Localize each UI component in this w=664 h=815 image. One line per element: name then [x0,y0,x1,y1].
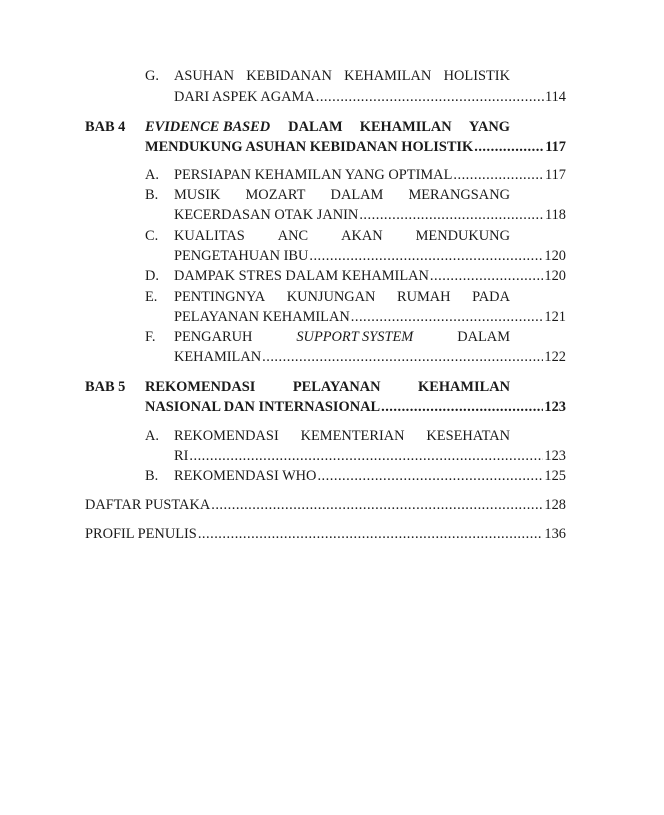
page-number: 117 [544,167,566,183]
item-letter: D. [145,268,159,284]
page-number: 125 [544,468,566,484]
item-title-line1: KUALITAS ANC AKAN MENDUKUNG [174,228,510,244]
item-letter: F. [145,329,156,345]
toc-chapter-bab5-line2[interactable]: NASIONAL DAN INTERNASIONAL ..... 123 [145,397,566,417]
toc-item-b-line2[interactable]: KECERDASAN OTAK JANIN ..... 118 [174,205,566,225]
item-letter: E. [145,289,158,305]
toc-item-g[interactable] [0,66,664,86]
chapter-label: BAB 5 [85,379,126,395]
dot-leader [198,524,544,544]
page-number: 128 [544,497,566,513]
dot-leader [317,466,543,486]
toc-item-e[interactable] [0,287,664,307]
item-title-line1: REKOMENDASI KEMENTERIAN KESEHATAN [174,428,510,444]
dot-leader [381,397,543,417]
page-number: 123 [544,448,566,464]
item-title-line1: PENGARUH SUPPORT SYSTEM DALAM [174,329,510,345]
toc-item-c[interactable] [0,226,664,246]
toc-chapter-bab4-line2[interactable]: MENDUKUNG ASUHAN KEBIDANAN HOLISTIK ..... 117 [145,137,566,157]
item-letter: C. [145,228,159,244]
item-letter: B. [145,187,159,203]
item-letter: B. [145,468,159,484]
dot-leader [211,495,543,515]
toc-item-bab5-b[interactable]: B. REKOMENDASI WHO ..... 125 [0,466,664,486]
page-number: 136 [544,526,566,542]
item-letter: A. [145,428,159,444]
dot-leader [430,266,543,286]
dot-leader [453,165,544,185]
page-number: 121 [544,309,566,325]
page-number: 120 [544,268,566,284]
toc-chapter-bab4[interactable] [0,117,664,137]
toc-item-f[interactable] [0,327,664,347]
dot-leader [189,446,543,466]
toc-item-f-line2[interactable]: KEHAMILAN ..... 122 [174,347,566,367]
toc-item-g-line2[interactable]: DARI ASPEK AGAMA ..... 114 [174,87,566,107]
toc-item-e-line2[interactable]: PELAYANAN KEHAMILAN ..... 121 [174,307,566,327]
dot-leader [309,246,543,266]
toc-profil-penulis[interactable]: PROFIL PENULIS ..... 136 [85,524,566,544]
toc-daftar-pustaka[interactable]: DAFTAR PUSTAKA ..... 128 [85,495,566,515]
item-title-line1: ASUHAN KEBIDANAN KEHAMILAN HOLISTIK [174,68,510,84]
page-number: 118 [544,207,566,223]
toc-item-a[interactable]: A. PERSIAPAN KEHAMILAN YANG OPTIMAL ..... 117 [0,165,664,185]
chapter-title-line1: REKOMENDASI PELAYANAN KEHAMILAN [145,379,510,395]
chapter-title-line1: EVIDENCE BASED DALAM KEHAMILAN YANG [145,119,510,135]
page-number: 122 [544,349,566,365]
page-number: 114 [544,89,566,105]
toc-item-b[interactable] [0,185,664,205]
toc-item-d[interactable]: D. DAMPAK STRES DALAM KEHAMILAN ..... 120 [0,266,664,286]
page-number: 123 [544,399,566,415]
dot-leader [474,137,544,157]
item-title-line1: MUSIK MOZART DALAM MERANGSANG [174,187,510,203]
toc-item-c-line2[interactable]: PENGETAHUAN IBU ..... 120 [174,246,566,266]
dot-leader [351,307,544,327]
item-letter: G. [145,68,159,84]
toc-item-bab5-a-line2[interactable]: RI ..... 123 [174,446,566,466]
item-title-line1: PENTINGNYA KUNJUNGAN RUMAH PADA [174,289,510,305]
page-number: 120 [544,248,566,264]
dot-leader [262,347,543,367]
toc-chapter-bab5[interactable] [0,377,664,397]
dot-leader [316,87,544,107]
page-number: 117 [545,139,566,155]
item-letter: A. [145,167,159,183]
chapter-label: BAB 4 [85,119,126,135]
toc-item-bab5-a[interactable] [0,426,664,446]
dot-leader [359,205,544,225]
